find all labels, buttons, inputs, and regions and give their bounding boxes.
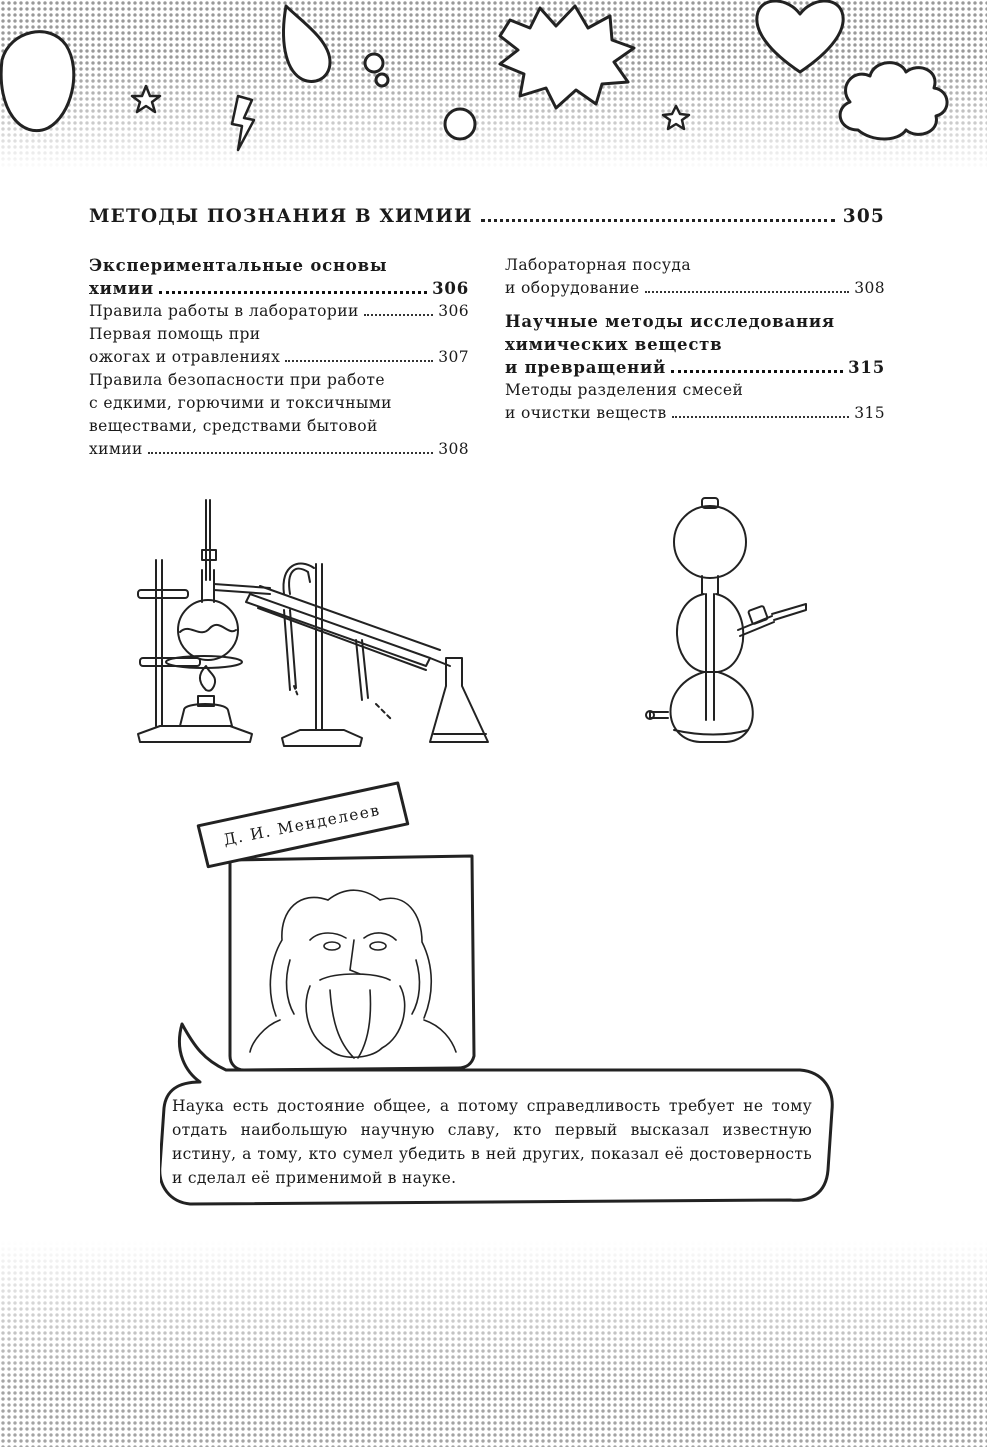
bubble-icon <box>376 74 388 86</box>
toc-entry-page: 308 <box>438 440 469 458</box>
toc-entry-last-line: и превращений <box>505 358 667 377</box>
burst-icon <box>500 6 634 108</box>
toc-right-column <box>505 254 885 425</box>
leader-dots <box>159 291 427 294</box>
toc-entry[interactable] <box>505 310 885 379</box>
leader-dots <box>481 219 835 222</box>
toc-entry-line: Экспериментальные основы <box>89 256 388 275</box>
toc-entry-line: Лабораторная посуда <box>505 256 691 274</box>
star-icon <box>663 106 689 129</box>
toc-entry-page: 315 <box>848 358 885 377</box>
top-decorations <box>0 0 987 170</box>
heart-icon <box>757 1 843 72</box>
toc-entry[interactable] <box>89 369 469 461</box>
toc-entry-last-line: Правила работы в лаборатории <box>89 302 359 320</box>
toc-entry-line: Первая помощь при <box>89 325 261 343</box>
leader-dots <box>285 360 433 362</box>
toc-section-header[interactable] <box>89 206 885 227</box>
toc-entry-last-line: и очистки веществ <box>505 404 667 422</box>
toc-entry-page: 307 <box>438 348 469 366</box>
toc-entry-last-line: и оборудование <box>505 279 640 297</box>
toc-entry-line: Правила безопасности при работе <box>89 371 385 389</box>
toc-entry-page: 306 <box>432 279 469 298</box>
toc-entry-last-line: ожогах и отравлениях <box>89 348 281 366</box>
leader-dots <box>672 416 850 418</box>
toc-section-title: МЕТОДЫ ПОЗНАНИЯ В ХИМИИ <box>89 206 473 227</box>
kipp-apparatus-icon <box>640 490 820 750</box>
toc-entry[interactable] <box>89 254 469 300</box>
toc-entry-line: химических веществ <box>505 335 723 354</box>
cloud-icon <box>840 63 947 139</box>
mendeleev-quote: Наука есть достояние общее, а потому справедливость требует не тому отдать наибольшую научную славу, кто первый высказал известную истину, а тому, кто сумел убедить в ней других, показал её достоверность и сделал её применимой в науке. <box>172 1097 812 1187</box>
drop-shape-icon <box>284 6 330 81</box>
toc-entry[interactable] <box>89 323 469 369</box>
bubble-icon <box>365 54 383 72</box>
blob-shape-icon <box>1 32 74 131</box>
toc-entry[interactable] <box>505 254 885 300</box>
toc-entry-line: веществами, средствами бытовой <box>89 417 378 435</box>
leader-dots <box>671 370 843 373</box>
toc-entry-last-line: химии <box>89 440 143 458</box>
toc-entry-line: с едкими, горючими и токсичными <box>89 394 392 412</box>
distillation-apparatus-icon <box>130 490 500 760</box>
toc-entry[interactable] <box>89 300 469 323</box>
portrait-name-label: Д. И. Менделеев <box>222 800 382 850</box>
bubble-icon <box>445 109 475 139</box>
toc-left-column <box>89 254 469 461</box>
lightning-icon <box>232 96 254 150</box>
bottom-halftone-pattern <box>0 1240 987 1447</box>
toc-entry-page: 308 <box>854 279 885 297</box>
toc-entry-line: Методы разделения смесей <box>505 381 744 399</box>
leader-dots <box>148 452 433 454</box>
toc-entry-page: 315 <box>854 404 885 422</box>
leader-dots <box>364 314 434 316</box>
star-icon <box>132 86 160 112</box>
toc-entry[interactable] <box>505 379 885 425</box>
toc-entry-page: 306 <box>438 302 469 320</box>
toc-section-page: 305 <box>842 206 885 227</box>
toc-entry-last-line: химии <box>89 279 154 298</box>
leader-dots <box>645 291 850 293</box>
toc-entry-line: Научные методы исследования <box>505 312 835 331</box>
